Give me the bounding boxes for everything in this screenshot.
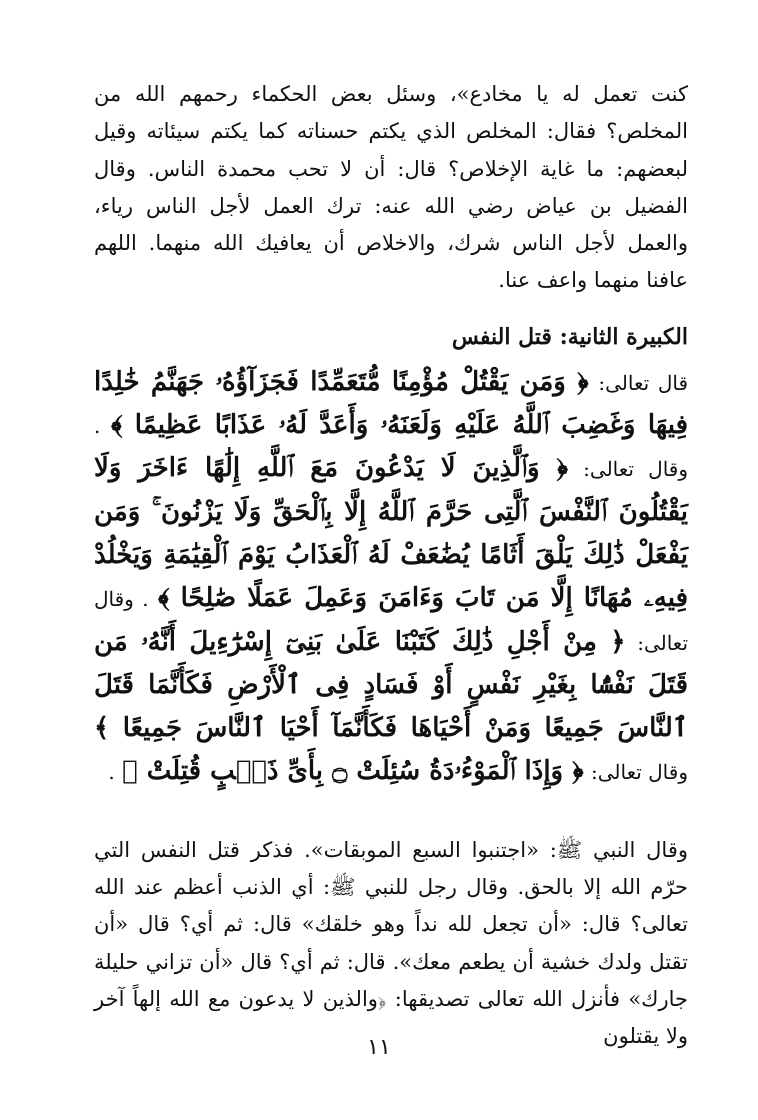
page-number: ١١ (367, 1035, 391, 1060)
quran-verse-4: ﴿ وَإِذَا ٱلْمَوْءُۥدَةُ سُئِلَتْ ۝ بِأَىِّ ذَنۢبٍ قُتِلَتْ ﴾ (122, 756, 584, 787)
paragraph-intro: كنت تعمل له يا مخادع»، وسئل بعض الحكماء رحمهم الله من المخلص؟ فقال: المخلص الذي يكتم حسناته كما يكتم سيئاته وقيل لبعضهم: ما غاية الإخلاص؟ قال: أن لا تحب محمدة الناس. وقال الفضيل بن عياض رضي الله عنه: ترك العمل لأجل الناس رياء، والعمل لأجل الناس شرك، والاخلاص أن يعافيك الله منهما. اللهم عافنا منهما واعف عنا. (94, 82, 688, 293)
quran-verses-block (94, 361, 688, 794)
verse-end-1: . (94, 414, 101, 439)
paragraph-hadith: وقال النبي ﷺ: «اجتنبوا السبع الموبقات». فذكر قتل النفس التي حرّم الله إلا بالحق. وقال رجل للنبي ﷺ: أي الذنب أعظم عند الله تعالى؟ قال: «أن تجعل لله نداً وهو خلقك» قال: ثم أي؟ قال «أن تقتل ولدك خشية أن يطعم معك». قال: ثم أي؟ قال «أن تزاني حليلة جارك» فأنزل الله تعالى تصديقها: ﴿والذين لا يدعون مع الله إلهاً آخر ولا يقتلون (94, 837, 688, 1049)
quran-verse-1: ﴿ وَمَن يَقْتُلْ مُؤْمِنًا مُّتَعَمِّدًا فَجَزَآؤُهُۥ جَهَنَّمُ خَٰلِدًا فِيهَا وَغَضِبَ ٱللَّهُ عَلَيْهِ وَلَعَنَهُۥ وَأَعَدَّ لَهُۥ عَذَابًا عَظِيمًا ﴾ (94, 366, 688, 441)
page-body (94, 76, 688, 1056)
section-heading: الكبيرة الثانية: قتل النفس (451, 323, 688, 350)
quran-verse-3: ﴿ مِنْ أَجْلِ ذَٰلِكَ كَتَبْنَا عَلَىٰ بَنِىٓ إِسْرَٰٓءِيلَ أَنَّهُۥ مَن قَتَلَ نَفْسًۢا بِغَيْرِ نَفْسٍ أَوْ فَسَادٍ فِى ٱلْأَرْضِ فَكَأَنَّمَا قَتَلَ ٱلنَّاسَ جَمِيعًا وَمَنْ أَحْيَاهَا فَكَأَنَّمَآ أَحْيَا ٱلنَّاسَ جَمِيعًا ﴾ (94, 626, 688, 744)
verse-intro-4: وقال تعالى: (590, 760, 688, 785)
verse-intro-3: . وقال تعالى: (94, 587, 689, 655)
verse-intro-1: قال تعالى: (598, 370, 689, 395)
verse-intro-2: وقال تعالى: (583, 457, 689, 482)
quran-verse-2: ﴿ وَٱلَّذِينَ لَا يَدْعُونَ مَعَ ٱللَّهِ إِلَٰهًا ءَاخَرَ وَلَا يَقْتُلُونَ ٱلنَّفْسَ ٱلَّتِى حَرَّمَ ٱللَّهُ إِلَّا بِٱلْحَقِّ وَلَا يَزْنُونَ ۚ وَمَن يَفْعَلْ ذَٰلِكَ يَلْقَ أَثَامًا يُضَٰعَفْ لَهُ ٱلْعَذَابُ يَوْمَ ٱلْقِيَٰمَةِ وَيَخْلُدْ فِيهِۦ مُهَانًا إِلَّا مَن تَابَ وَءَامَنَ وَعَمِلَ عَمَلًا صَٰلِحًا ﴾ (94, 453, 688, 614)
verse-end-4: . (108, 760, 115, 785)
